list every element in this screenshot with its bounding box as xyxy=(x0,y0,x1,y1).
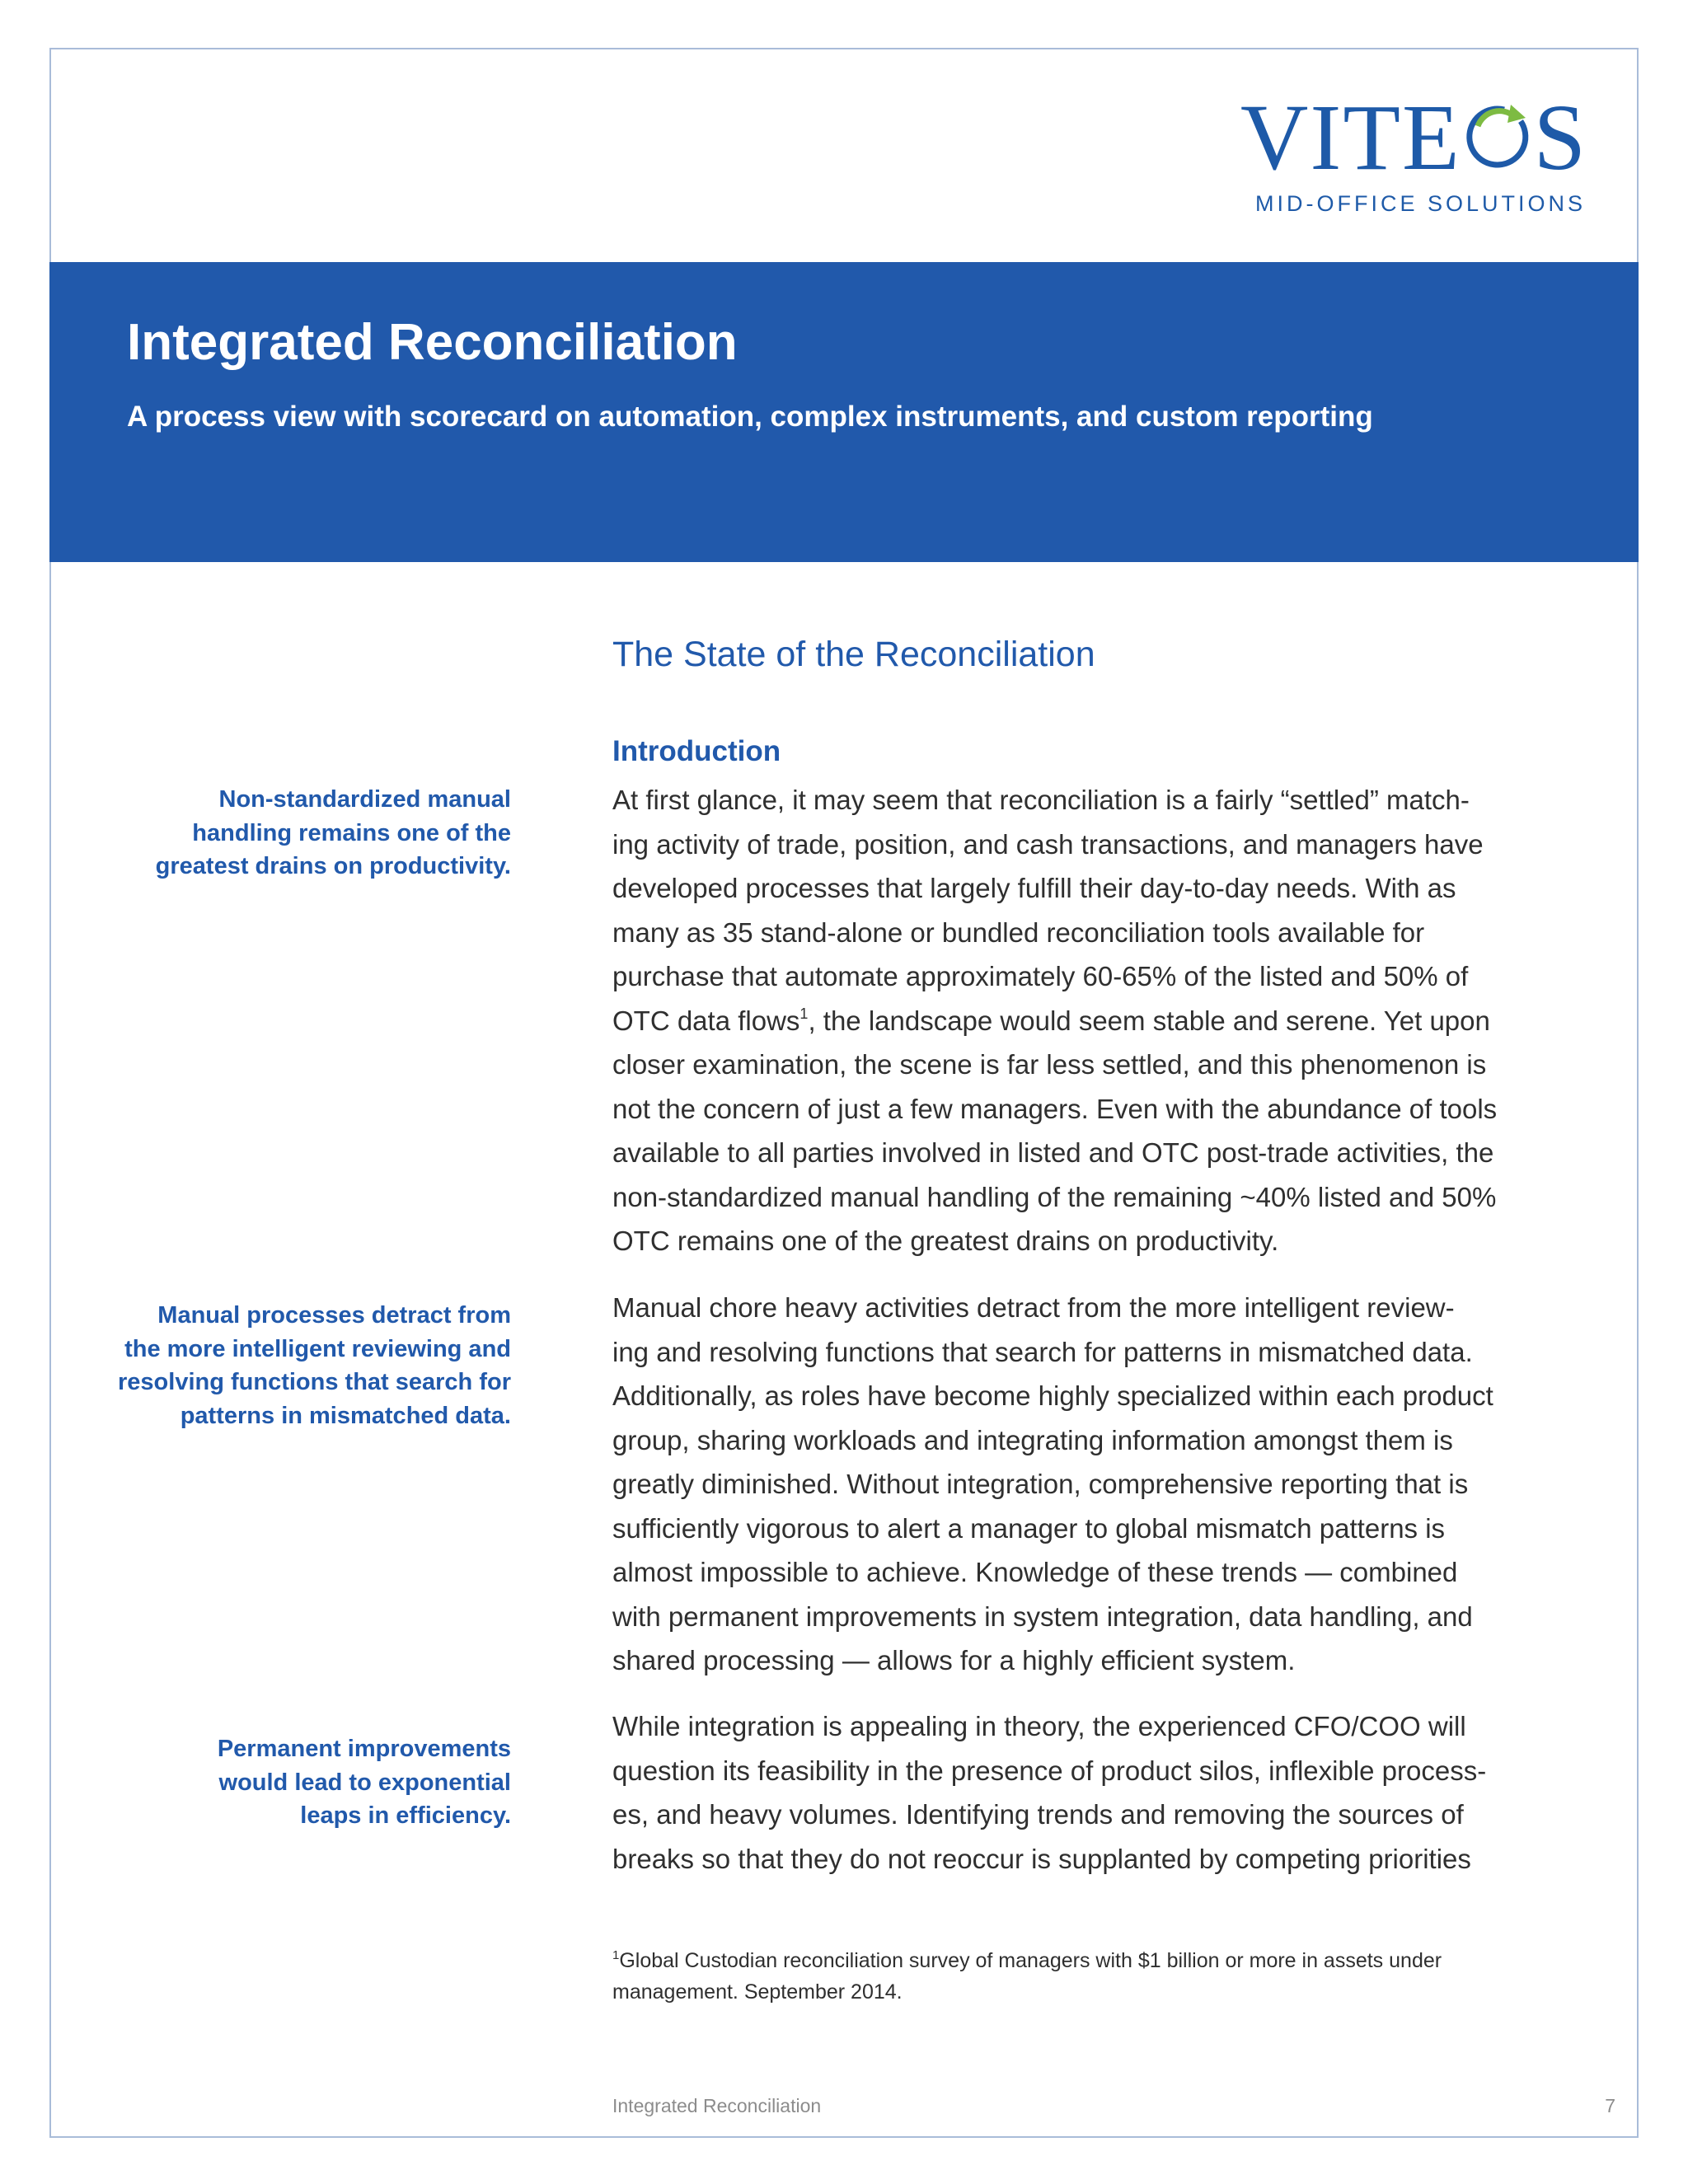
pull-quote-line: greatest drains on productivity. xyxy=(155,853,511,879)
text-segment: , the landscape would seem stable and serene. Yet upon xyxy=(808,1005,1490,1036)
text-line: OTC remains one of the greatest drains on productivity. xyxy=(612,1226,1279,1256)
text-line: not the concern of just a few managers. Even with the abundance of tools xyxy=(612,1093,1498,1124)
document-title: Integrated Reconciliation xyxy=(127,314,738,371)
page-number: 7 xyxy=(1605,2095,1615,2116)
title-banner xyxy=(49,262,1639,562)
footnote-line xyxy=(612,1945,1544,1976)
footer-title: Integrated Reconciliation xyxy=(612,2095,822,2116)
recycle-arrow-icon xyxy=(1463,101,1532,172)
text-line: Manual chore heavy activities detract from the more intelligent review- xyxy=(612,1292,1455,1323)
pull-quote xyxy=(218,1732,511,1833)
pull-quote-line: handling remains one of the xyxy=(192,819,511,846)
text-line: non-standardized manual handling of the remaining ~40% listed and 50% xyxy=(612,1181,1497,1212)
text-line: sufficiently vigorous to alert a manager to global mismatch patterns is xyxy=(612,1512,1446,1544)
document-subtitle: A process view with scorecard on automation, complex instruments, and custom reporting xyxy=(127,401,1373,433)
footnote-line: management. September 2014. xyxy=(612,1980,903,2004)
pull-quote-line: would lead to exponential xyxy=(218,1769,511,1796)
text-line: Additionally, as roles have become highly specialized within each product xyxy=(612,1380,1493,1411)
text-line: with permanent improvements in system integration, data handling, and xyxy=(612,1601,1473,1632)
pull-quote-line: Permanent improvements xyxy=(217,1736,511,1762)
viteos-logo xyxy=(1240,85,1587,223)
text-line: available to all parties involved in listed and OTC post-trade activities, the xyxy=(612,1137,1494,1168)
text-segment: OTC data flows xyxy=(612,1005,800,1036)
text-line: breaks so that they do not reoccur is supplanted by competing priorities xyxy=(612,1843,1471,1874)
logo-wordmark xyxy=(1240,85,1587,190)
section-title: The State of the Reconciliation xyxy=(612,635,1095,674)
text-line: ing and resolving functions that search for patterns in mismatched data. xyxy=(612,1336,1473,1367)
pull-quote-line: leaps in efficiency. xyxy=(300,1802,511,1829)
pull-quote xyxy=(118,1299,511,1432)
text-line: While integration is appealing in theory, the experienced CFO/COO will xyxy=(612,1711,1466,1741)
paragraph-integration xyxy=(612,1704,1544,1881)
text-line: group, sharing workloads and integrating information amongst them is xyxy=(612,1424,1453,1455)
pull-quote-line: the more intelligent reviewing and xyxy=(124,1335,511,1362)
text-line: shared processing — allows for a highly efficient system. xyxy=(612,1645,1296,1675)
footnote-text: Global Custodian reconciliation survey of managers with $1 billion or more in assets under xyxy=(619,1949,1442,1972)
text-line: many as 35 stand-alone or bundled reconciliation tools available for xyxy=(612,916,1425,948)
text-line: At first glance, it may seem that reconciliation is a fairly “settled” match- xyxy=(612,785,1470,815)
pull-quote-line: Manual processes detract from xyxy=(157,1302,511,1329)
paragraph-manual-chores xyxy=(612,1286,1544,1683)
footnote-marker: 1 xyxy=(612,1948,620,1962)
footnote xyxy=(612,1945,1544,2008)
text-line: ing activity of trade, position, and cash transactions, and managers have xyxy=(612,828,1484,860)
text-line-with-footnote xyxy=(612,999,1544,1043)
intro-heading: Introduction xyxy=(612,735,781,767)
pull-quote xyxy=(156,783,511,883)
text-line: purchase that automate approximately 60-65% of the listed and 50% of xyxy=(612,961,1469,991)
pull-quote-line: Non-standardized manual xyxy=(218,786,511,813)
footnote-ref: 1 xyxy=(799,1005,809,1022)
text-line: almost impossible to achieve. Knowledge of these trends — combined xyxy=(612,1557,1458,1587)
logo-tagline: MID-OFFICE SOLUTIONS xyxy=(1254,191,1586,216)
pull-quote-line: patterns in mismatched data. xyxy=(180,1402,511,1429)
text-line: developed processes that largely fulfill their day-to-day needs. With as xyxy=(612,873,1456,903)
logo-word-after: S xyxy=(1533,85,1587,190)
paragraph-intro xyxy=(612,778,1544,1263)
text-line: greatly diminished. Without integration, comprehensive reporting that is xyxy=(612,1469,1469,1499)
text-line: es, and heavy volumes. Identifying trends and removing the sources of xyxy=(612,1799,1464,1830)
text-line: question its feasibility in the presence of product silos, inflexible process- xyxy=(612,1755,1487,1786)
text-line: closer examination, the scene is far less settled, and this phenomenon is xyxy=(612,1049,1487,1080)
logo-word-before: VITE xyxy=(1240,85,1461,190)
pull-quote-line: resolving functions that search for xyxy=(118,1369,511,1395)
